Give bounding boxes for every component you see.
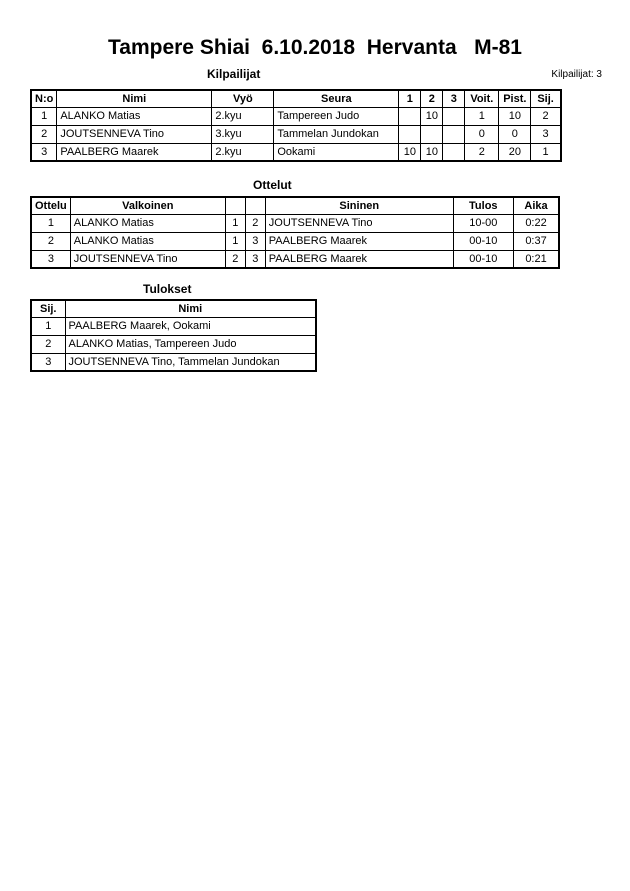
table-row bbox=[31, 143, 561, 161]
table-cell: 10 bbox=[421, 143, 443, 161]
column-header: Nimi bbox=[65, 300, 316, 317]
kilpailijat-table bbox=[30, 89, 562, 162]
column-header: 2 bbox=[421, 90, 443, 107]
table-cell: JOUTSENNEVA Tino bbox=[57, 125, 212, 143]
table-row bbox=[31, 335, 316, 353]
column-header: Tulos bbox=[453, 197, 513, 214]
table-cell: PAALBERG Maarek bbox=[265, 232, 453, 250]
table-row bbox=[31, 232, 559, 250]
table-cell: JOUTSENNEVA Tino, Tammelan Jundokan bbox=[65, 353, 316, 371]
table-cell: ALANKO Matias bbox=[70, 214, 225, 232]
table-cell: 2.kyu bbox=[212, 143, 274, 161]
column-header: Aika bbox=[513, 197, 559, 214]
tulokset-table bbox=[30, 299, 317, 372]
column-header: Voit. bbox=[465, 90, 499, 107]
table-cell: 3 bbox=[245, 232, 265, 250]
table-row bbox=[31, 353, 316, 371]
table-cell: 1 bbox=[531, 143, 561, 161]
column-header: Pist. bbox=[499, 90, 531, 107]
table-cell: 1 bbox=[31, 214, 70, 232]
table-row bbox=[31, 214, 559, 232]
column-header: Sij. bbox=[31, 300, 65, 317]
ottelut-table bbox=[30, 196, 560, 269]
page-title: Tampere Shiai 6.10.2018 Hervanta M-81 bbox=[108, 36, 522, 59]
table-cell: 2 bbox=[31, 232, 70, 250]
table-row bbox=[31, 250, 559, 268]
table-cell: 20 bbox=[499, 143, 531, 161]
table-cell: 10 bbox=[399, 143, 421, 161]
table-cell: 0 bbox=[499, 125, 531, 143]
table-cell: JOUTSENNEVA Tino bbox=[265, 214, 453, 232]
column-header: Ottelu bbox=[31, 197, 70, 214]
table-row bbox=[31, 125, 561, 143]
table-cell: 2 bbox=[531, 107, 561, 125]
table-row bbox=[31, 107, 561, 125]
table-cell: 10 bbox=[421, 107, 443, 125]
table-cell: ALANKO Matias, Tampereen Judo bbox=[65, 335, 316, 353]
column-header: Nimi bbox=[57, 90, 212, 107]
table-cell bbox=[443, 107, 465, 125]
table-cell: 2 bbox=[225, 250, 245, 268]
column-header bbox=[245, 197, 265, 214]
column-header: Sininen bbox=[265, 197, 453, 214]
column-header: Vyö bbox=[212, 90, 274, 107]
table-cell: ALANKO Matias bbox=[57, 107, 212, 125]
table-cell: 3 bbox=[245, 250, 265, 268]
table-cell: 00-10 bbox=[453, 250, 513, 268]
table-cell: 3 bbox=[531, 125, 561, 143]
column-header: Seura bbox=[274, 90, 399, 107]
competitors-count-label: Kilpailijat: 3 bbox=[551, 69, 602, 80]
table-cell: PAALBERG Maarek, Ookami bbox=[65, 317, 316, 335]
table-cell: PAALBERG Maarek bbox=[57, 143, 212, 161]
table-cell: PAALBERG Maarek bbox=[265, 250, 453, 268]
table-cell bbox=[399, 107, 421, 125]
table-cell: 2 bbox=[465, 143, 499, 161]
ottelut-section-heading: Ottelut bbox=[253, 178, 292, 192]
table-cell: 1 bbox=[465, 107, 499, 125]
table-cell: 1 bbox=[31, 317, 65, 335]
table-cell: 1 bbox=[31, 107, 57, 125]
table-header-row bbox=[31, 90, 561, 107]
table-header-row bbox=[31, 197, 559, 214]
table-cell: 10-00 bbox=[453, 214, 513, 232]
table-cell: 10 bbox=[499, 107, 531, 125]
tulokset-section-heading: Tulokset bbox=[143, 282, 192, 296]
table-cell bbox=[443, 125, 465, 143]
table-cell bbox=[399, 125, 421, 143]
table-cell: 3 bbox=[31, 250, 70, 268]
table-cell: Tampereen Judo bbox=[274, 107, 399, 125]
table-cell: JOUTSENNEVA Tino bbox=[70, 250, 225, 268]
column-header: 3 bbox=[443, 90, 465, 107]
table-cell bbox=[421, 125, 443, 143]
table-cell: Ookami bbox=[274, 143, 399, 161]
column-header: Valkoinen bbox=[70, 197, 225, 214]
column-header bbox=[225, 197, 245, 214]
kilpailijat-section-heading: Kilpailijat bbox=[207, 67, 261, 81]
table-cell: 1 bbox=[225, 232, 245, 250]
table-cell: 2 bbox=[31, 335, 65, 353]
table-cell: 3.kyu bbox=[212, 125, 274, 143]
table-cell: 0:21 bbox=[513, 250, 559, 268]
column-header: 1 bbox=[399, 90, 421, 107]
column-header: Sij. bbox=[531, 90, 561, 107]
table-row bbox=[31, 317, 316, 335]
table-cell: 2.kyu bbox=[212, 107, 274, 125]
table-cell: 3 bbox=[31, 143, 57, 161]
table-cell: 2 bbox=[31, 125, 57, 143]
table-cell: 0 bbox=[465, 125, 499, 143]
table-cell: 0:22 bbox=[513, 214, 559, 232]
table-cell: Tammelan Jundokan bbox=[274, 125, 399, 143]
table-cell: 0:37 bbox=[513, 232, 559, 250]
table-header-row bbox=[31, 300, 316, 317]
table-cell: 3 bbox=[31, 353, 65, 371]
column-header: N:o bbox=[31, 90, 57, 107]
table-cell: 2 bbox=[245, 214, 265, 232]
table-cell: 00-10 bbox=[453, 232, 513, 250]
table-cell: ALANKO Matias bbox=[70, 232, 225, 250]
table-cell bbox=[443, 143, 465, 161]
table-cell: 1 bbox=[225, 214, 245, 232]
